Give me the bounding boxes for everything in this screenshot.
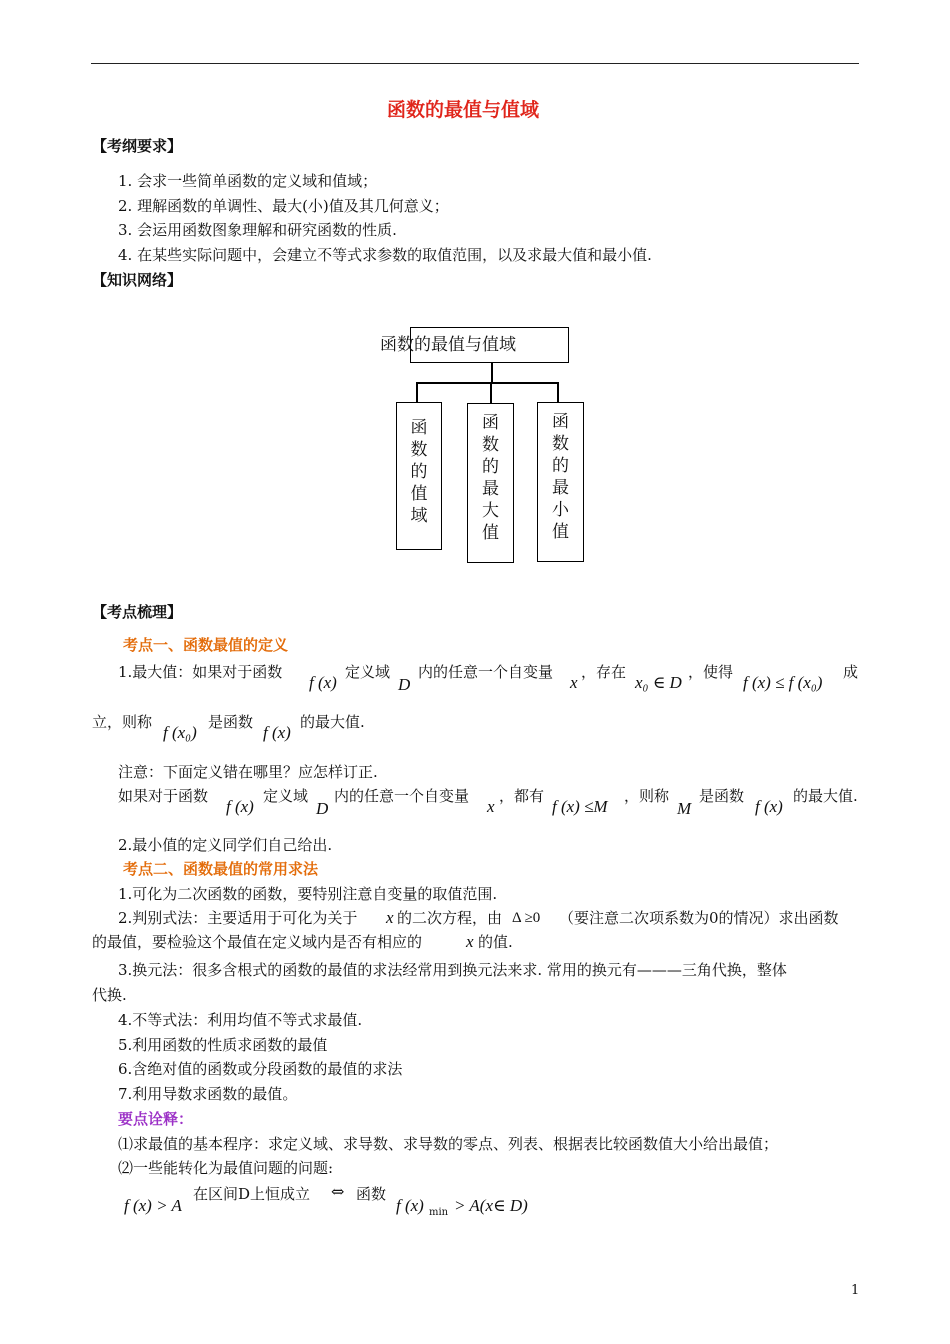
method-6: 6.含绝对值的函数或分段函数的最值的求法 (118, 1060, 403, 1078)
math-fx: f (x) (755, 797, 783, 816)
math-fmin-ineq: > A(x∈ D) (454, 1196, 528, 1215)
diagram-connector (416, 382, 418, 402)
method-3: 3.换元法：很多含根式的函数的最值的求法经常用到换元法来求. 常用的换元有———三角代换，整体 (118, 961, 787, 979)
math-x: x (386, 908, 394, 927)
math-ineq2: f (x) ≤M (552, 797, 608, 816)
method-2: 2.判别式法：主要适用于可化为关于 (118, 909, 358, 927)
def-text: 成 (843, 663, 859, 681)
diagram-connector (490, 382, 492, 404)
note-def: 的最大值. (793, 787, 858, 805)
math-D: D (316, 799, 329, 818)
requirement-3: 3. 会运用函数图象理解和研究函数的性质. (118, 221, 397, 239)
math-fx-gt-A: f (x) > A (124, 1196, 182, 1215)
method-2: 的最值，要检验这个最值在定义域内是否有相应的 (92, 933, 423, 951)
def-text: 立，则称 (92, 713, 153, 731)
def-text: ，存在 (581, 663, 627, 681)
note-text: 注意：下面定义错在哪里？应怎样订正. (118, 763, 378, 781)
method-2: （要注意二次项系数为0的情况）求出函数 (559, 909, 839, 927)
diagram-connector (416, 382, 558, 384)
keypoints-heading: 要点诠释： (118, 1110, 194, 1128)
note-def: ，则称 (624, 787, 670, 805)
iff-symbol: ⇔ (331, 1182, 345, 1201)
header-rule (91, 63, 859, 64)
diagram-root-label: 函数的最值与值域 (380, 335, 516, 355)
diagram-child-range (396, 402, 442, 550)
def-text: 内的任意一个自变量 (418, 663, 554, 681)
point1-heading: 考点一、函数最值的定义 (123, 636, 289, 654)
method-2: 的值. (478, 933, 513, 951)
diagram-child-label: 函 数 的 最 小 值 (552, 412, 569, 542)
section-zhishi: 【知识网络】 (92, 271, 183, 289)
page-title: 函数的最值与值域 (387, 99, 540, 121)
math-fx: f (x) (226, 797, 254, 816)
diagram-child-label: 函 数 的 最 大 值 (482, 413, 499, 543)
diagram-child-label: 函 数 的 值 域 (410, 418, 428, 526)
method-2: 的二次方程，由 (397, 909, 503, 927)
requirement-4: 4. 在某些实际问题中，会建立不等式求参数的取值范围，以及求最大值和最小值. (118, 246, 652, 264)
def-text: ，使得 (688, 663, 734, 681)
def-text: 是函数 (208, 713, 254, 731)
min-def: 2.最小值的定义同学们自己给出. (118, 836, 333, 854)
math-delta: Δ ≥0 (512, 910, 541, 926)
method-7: 7.利用导数求函数的最值。 (118, 1085, 298, 1103)
method-4: 4.不等式法：利用均值不等式求最值. (118, 1011, 363, 1029)
math-x0-in-D: x₀ ∈ D (635, 673, 682, 692)
keypoint-2: ⑵一些能转化为最值问题的问题: (118, 1159, 334, 1177)
section-kaogang: 【考纲要求】 (92, 137, 183, 155)
note-def: 定义域 (263, 787, 309, 805)
section-kaodian: 【考点梳理】 (92, 603, 183, 621)
requirement-2: 2. 理解函数的单调性、最大(小)值及其几何意义； (118, 197, 449, 215)
def-text: 的最大值. (300, 713, 365, 731)
keypoint-3: 在区间D上恒成立 (193, 1185, 311, 1203)
math-x: x (487, 797, 495, 816)
page-number: 1 (851, 1283, 860, 1298)
requirement-1: 1. 会求一些简单函数的定义域和值域； (118, 172, 378, 190)
math-D: D (398, 675, 411, 694)
math-min-subscript: min (429, 1207, 449, 1218)
keypoint-3: 函数 (356, 1185, 387, 1203)
keypoint-1: ⑴求最值的基本程序：求定义域、求导数、求导数的零点、列表、根据表比较函数值大小给出最值； (118, 1135, 779, 1153)
diagram-connector (491, 363, 493, 383)
math-M: M (677, 799, 692, 818)
method-3: 代换. (92, 986, 127, 1004)
def-text: 定义域 (345, 663, 391, 681)
math-x: x (466, 932, 474, 951)
math-max-ineq: f (x) ≤ f (x₀) (743, 673, 823, 692)
math-x: x (570, 673, 578, 692)
method-5: 5.利用函数的性质求函数的最值 (118, 1036, 328, 1054)
diagram-connector (557, 382, 559, 402)
def-text: 1.最大值：如果对于函数 (118, 663, 283, 681)
note-def: 内的任意一个自变量 (334, 787, 470, 805)
math-fx: f (x) (263, 723, 291, 742)
math-fx: f (x) (309, 673, 337, 692)
diagram-child-max (467, 403, 514, 563)
note-def: 是函数 (699, 787, 745, 805)
diagram-child-min (537, 402, 584, 562)
note-def: 如果对于函数 (118, 787, 209, 805)
math-fmin: f (x) (396, 1196, 424, 1215)
math-fx0: f (x₀) (163, 723, 197, 742)
method-1: 1.可化为二次函数的函数，要特别注意自变量的取值范围. (118, 885, 498, 903)
point2-heading: 考点二、函数最值的常用求法 (123, 860, 319, 878)
note-def: ，都有 (499, 787, 545, 805)
